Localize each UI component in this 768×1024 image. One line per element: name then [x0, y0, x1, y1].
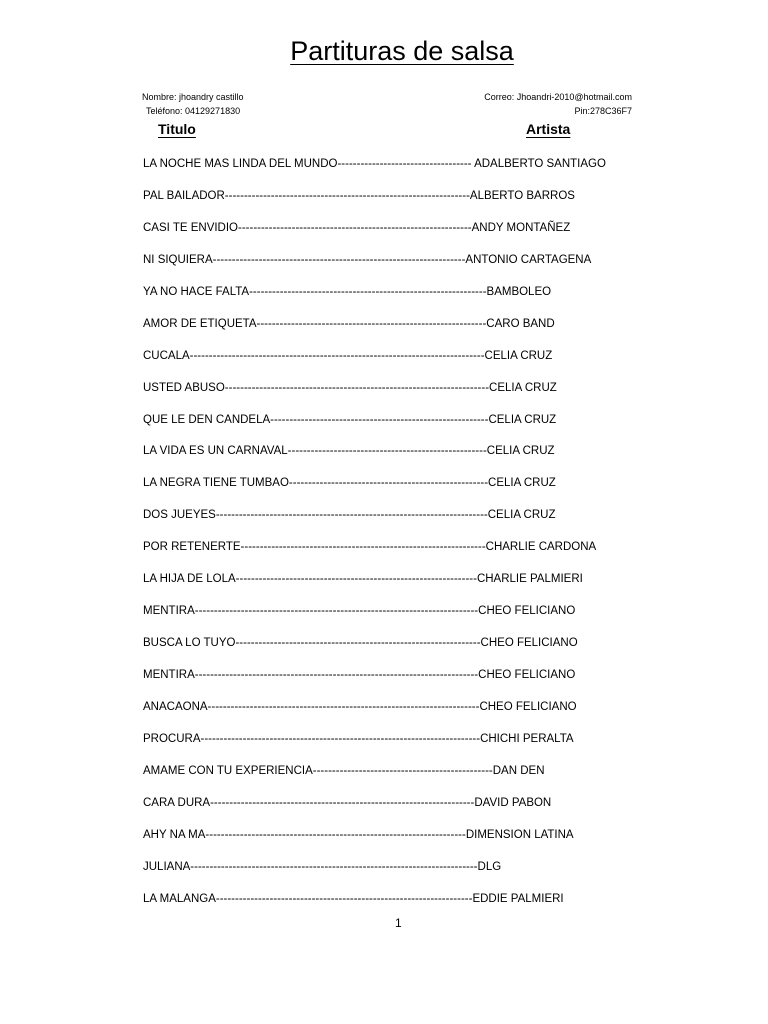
song-row: USTED ABUSO---------------------------------------------------------------------CELIA CRUZ: [143, 381, 557, 394]
song-row: AMOR DE ETIQUETA------------------------------------------------------------CARO BAND: [143, 317, 555, 330]
song-row: JULIANA---------------------------------------------------------------------------DLG: [143, 860, 502, 873]
song-row: DOS JUEYES-----------------------------------------------------------------------CELIA CRUZ: [143, 509, 556, 522]
song-row: LA HIJA DE LOLA---------------------------------------------------------------CHARLIE PALMIERI: [143, 573, 583, 586]
contact-right: [484, 90, 632, 118]
song-row: ANACAONA-----------------------------------------------------------------------CHEO FELICIANO: [143, 700, 577, 713]
contact-email: Correo: Jhoandri-2010@hotmail.com: [484, 92, 632, 102]
song-row: CUCALA-----------------------------------------------------------------------------CELIA CRUZ: [143, 349, 553, 362]
song-row: BUSCA LO TUYO----------------------------------------------------------------CHEO FELICIANO: [143, 637, 578, 650]
song-row: POR RETENERTE----------------------------------------------------------------CHARLIE CARDONA: [143, 541, 597, 554]
column-header-artist: Artista: [526, 121, 571, 137]
song-row: MENTIRA--------------------------------------------------------------------------CHEO FELICIANO: [143, 669, 576, 681]
column-header-title: Titulo: [158, 121, 196, 137]
song-row: LA NOCHE MAS LINDA DEL MUNDO----------------------------------- ADALBERTO SANTIAGO: [143, 158, 606, 170]
song-row: MENTIRA--------------------------------------------------------------------------CHEO FELICIANO: [143, 605, 576, 618]
song-row: LA VIDA ES UN CARNAVAL----------------------------------------------------CELIA CRUZ: [143, 445, 555, 458]
page-title: Partituras de salsa: [290, 36, 514, 66]
song-row: AMAME CON TU EXPERIENCIA-----------------------------------------------DAN DEN: [143, 764, 545, 777]
page-number: 1: [395, 916, 402, 930]
song-row: YA NO HACE FALTA--------------------------------------------------------------BAMBOLEO: [143, 285, 552, 298]
contact-phone: Teléfono: 04129271830: [146, 106, 241, 116]
song-row: AHY NA MA--------------------------------------------------------------------DIMENSION LATINA: [143, 828, 574, 841]
song-row: QUE LE DEN CANDELA---------------------------------------------------------CELIA CRUZ: [143, 413, 557, 426]
song-row: PAL BAILADOR----------------------------------------------------------------ALBERTO BARROS: [143, 189, 575, 202]
contact-pin: Pin:278C36F7: [574, 106, 632, 116]
song-row: CASI TE ENVIDIO-------------------------------------------------------------ANDY MONTAÑEZ: [143, 221, 571, 234]
song-row: LA NEGRA TIENE TUMBAO----------------------------------------------------CELIA CRUZ: [143, 477, 556, 490]
contact-name: Nombre: jhoandry castillo: [142, 92, 244, 102]
contact-left: [142, 90, 244, 118]
song-row: CARA DURA---------------------------------------------------------------------DAVID PABON: [143, 796, 552, 809]
song-list: [143, 155, 606, 922]
song-row: NI SIQUIERA------------------------------------------------------------------ANTONIO CARTAGENA: [143, 253, 592, 266]
song-row: PROCURA-------------------------------------------------------------------------CHICHI PERALTA: [143, 732, 574, 745]
song-row: LA MALANGA-------------------------------------------------------------------EDDIE PALMIERI: [143, 892, 564, 905]
